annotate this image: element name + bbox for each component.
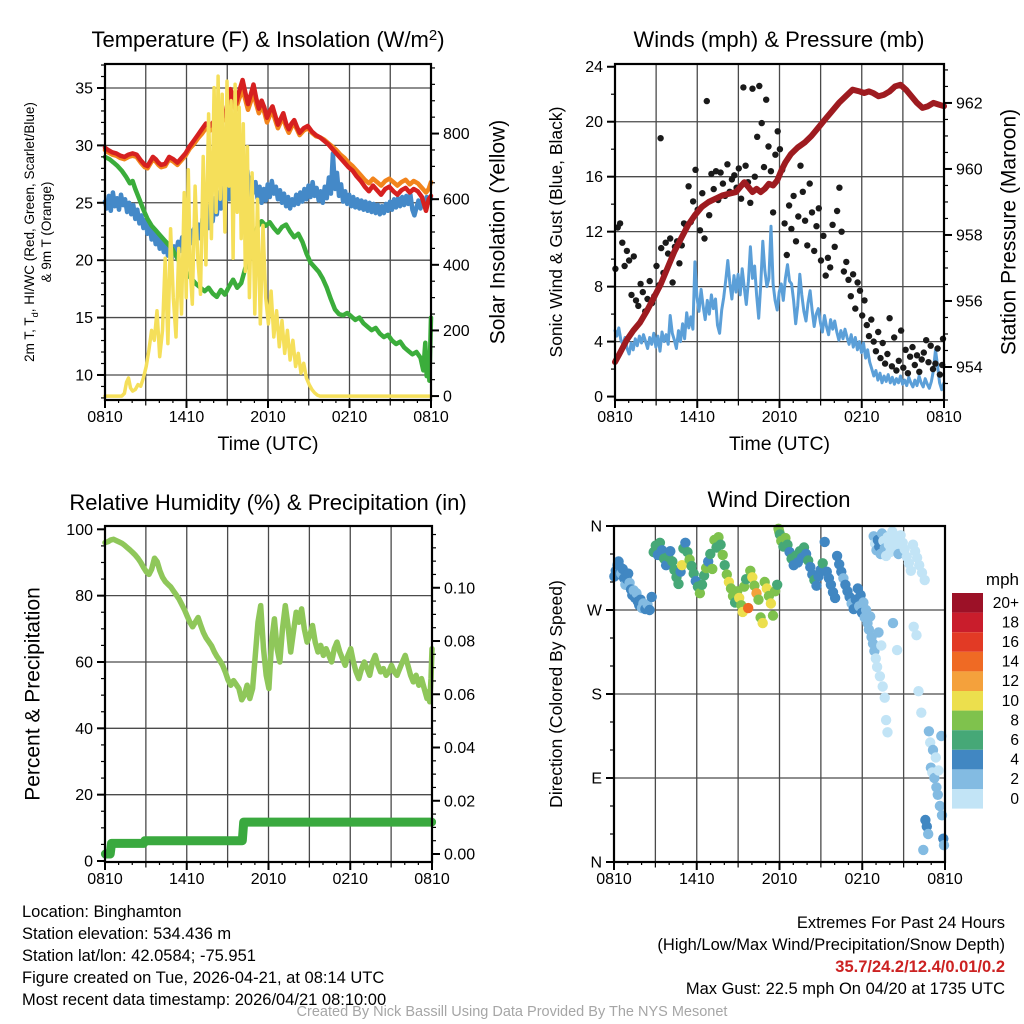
svg-text:0.02: 0.02 [444,793,476,811]
axes [546,59,1020,455]
temp-insolation-title: Temperature (F) & Insolation $(W/m^2)$ [91,27,445,52]
svg-text:2010: 2010 [250,871,287,888]
legend-title: mph [985,570,1019,589]
station-info-block [22,901,386,1011]
svg-text:0.06: 0.06 [444,686,476,704]
legend-swatch [952,671,983,691]
winds-pressure-left-axis-label: Sonic Wind & Gust (Blue, Black) [546,106,567,358]
svg-text:1410: 1410 [678,871,715,888]
legend-swatch [952,711,983,731]
legend-label: 16 [1001,634,1019,651]
svg-text:20: 20 [75,252,93,270]
temp-insolation-left-axis-label: 2m T, $T_d$, HI/WC (Red, Green, Scarlet/Blue) [22,102,41,362]
svg-text:962: 962 [956,95,983,113]
svg-text:2010: 2010 [761,871,798,888]
wind-direction-chart [546,487,1019,888]
legend-swatch [952,769,983,789]
svg-text:0810: 0810 [413,409,449,426]
legend-swatch [952,750,983,770]
svg-text:20: 20 [75,787,93,805]
svg-text:400: 400 [443,257,470,275]
legend-label: 18 [1001,614,1019,632]
wind-direction-title: Wind Direction [707,487,851,512]
legend-label: 10 [1001,692,1019,710]
svg-text:25: 25 [75,195,93,213]
timestamp-line: Most recent data timestamp: 2026/04/21 08:10:00 [22,991,387,1009]
legend-swatch [952,730,983,750]
temp-insolation-chart [22,27,509,455]
svg-text:0810: 0810 [596,871,632,888]
speed-colorbar-legend [952,570,1019,809]
extremes-title: Extremes For Past 24 Hours [796,914,1005,932]
svg-text:16: 16 [585,169,603,187]
svg-text:35: 35 [75,80,93,98]
svg-text:20: 20 [585,114,603,132]
credit-line: Created By Nick Bassill Using Data Provided By The NYS Mesonet [296,1004,728,1020]
svg-text:S: S [591,686,602,704]
svg-text:800: 800 [443,126,470,144]
svg-text:40: 40 [75,720,93,738]
rh-precip-chart [21,490,475,888]
svg-text:N: N [590,854,602,872]
svg-text:1410: 1410 [679,409,716,426]
svg-text:10: 10 [75,367,93,385]
latlon-line: Station lat/lon: 42.0584; -75.951 [22,947,256,965]
winds-pressure-chart [546,27,1020,455]
svg-text:954: 954 [956,359,983,377]
legend-label: 14 [1001,653,1019,671]
extremes-subtitle: (High/Low/Max Wind/Precipitation/Snow Depth) [657,936,1005,954]
svg-text:12: 12 [585,224,603,242]
legend-swatch [952,613,983,633]
svg-text:8: 8 [594,279,603,297]
svg-text:Time (UTC): Time (UTC) [728,433,831,455]
svg-text:0210: 0210 [332,871,369,888]
legend-label: 20+ [992,594,1019,612]
grid [614,526,945,862]
svg-text:0.10: 0.10 [444,580,476,598]
legend-swatch [952,632,983,652]
legend-swatch [952,652,983,672]
legend-label: 2 [1010,771,1019,789]
svg-text:0810: 0810 [87,409,123,426]
legend-swatch [952,593,983,613]
svg-text:0.08: 0.08 [444,633,476,651]
temp-insolation-right-axis-label: Solar Insolation (Yellow) [486,119,510,345]
wind-direction-left-axis-label: Direction (Colored By Speed) [546,580,567,808]
svg-text:1410: 1410 [168,871,205,888]
max-gust-line: Max Gust: 22.5 mph On 04/20 at 1735 UTC [685,980,1005,998]
svg-text:960: 960 [956,161,983,179]
svg-text:100: 100 [66,521,93,539]
legend-label: 6 [1010,732,1019,749]
svg-text:0: 0 [443,388,452,406]
svg-text:0210: 0210 [844,871,881,888]
legend-label: 0 [1010,790,1019,808]
extremes-values: 35.7/24.2/12.4/0.01/0.2 [835,958,1005,976]
svg-text:0810: 0810 [414,871,450,888]
svg-text:200: 200 [443,322,470,340]
svg-text:W: W [586,602,602,620]
winds-pressure-title: Winds (mph) & Pressure (mb) [633,27,925,52]
svg-text:N: N [590,518,602,536]
svg-text:30: 30 [75,137,93,155]
svg-text:0.00: 0.00 [444,846,476,864]
temp-insolation-left-axis-label: & 9m T (Orange) [39,181,55,283]
svg-text:0810: 0810 [597,409,633,426]
legend-label: 4 [1010,751,1019,769]
grid [615,64,944,400]
axes [21,522,475,888]
svg-text:600: 600 [443,191,470,209]
svg-text:0810: 0810 [927,871,963,888]
legend-swatch [952,691,983,711]
svg-text:0210: 0210 [843,409,880,426]
svg-text:0810: 0810 [926,409,962,426]
svg-text:1410: 1410 [168,409,205,426]
rh-precip-left-axis-label: Percent & Precipitation [21,587,45,801]
legend-label: 8 [1010,712,1019,730]
legend-label: 12 [1001,673,1019,691]
location-line: Location: Binghamton [22,903,182,921]
svg-text:0210: 0210 [331,409,368,426]
elevation-line: Station elevation: 534.436 m [22,925,232,943]
extremes-block [657,912,1005,1000]
svg-text:4: 4 [594,334,603,352]
rh-precip-title: Relative Humidity (%) & Precipitation (in) [69,490,467,515]
svg-text:80: 80 [75,588,93,606]
svg-text:15: 15 [75,310,93,328]
svg-text:2010: 2010 [761,409,798,426]
svg-text:956: 956 [956,293,983,311]
svg-text:0: 0 [594,389,603,407]
winds-pressure-right-axis-label: Station Pressure (Maroon) [997,108,1021,356]
svg-text:Time (UTC): Time (UTC) [217,433,319,455]
created-line: Figure created on Tue, 2026-04-21, at 08:14 UTC [22,969,385,987]
svg-text:958: 958 [956,227,983,245]
svg-text:0: 0 [84,853,93,871]
svg-text:E: E [591,770,602,788]
svg-text:0.04: 0.04 [444,740,476,758]
svg-text:0810: 0810 [87,871,123,888]
grid [105,526,432,862]
svg-text:60: 60 [75,654,93,672]
svg-text:2010: 2010 [250,409,286,426]
svg-text:24: 24 [585,59,603,77]
legend-swatch [952,789,983,809]
